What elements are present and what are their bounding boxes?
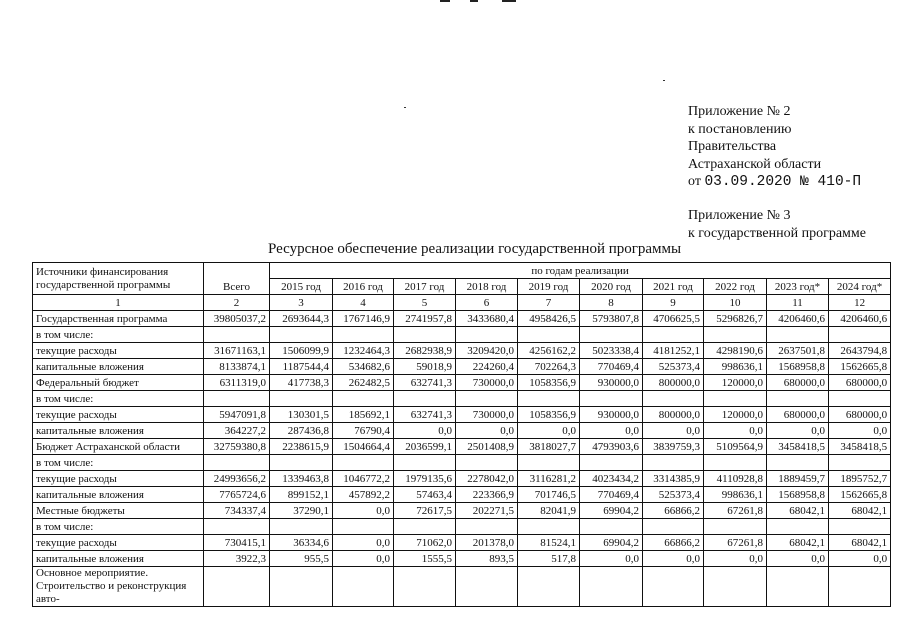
table-cell: 2741957,8 xyxy=(394,311,456,327)
table-cell xyxy=(204,567,270,607)
row-label: текущие расходы xyxy=(33,407,204,423)
year-header: 2022 год xyxy=(704,279,767,295)
row-label: капитальные вложения xyxy=(33,551,204,567)
column-number-row xyxy=(33,295,891,311)
table-cell xyxy=(270,391,333,407)
table-cell xyxy=(394,327,456,343)
table-row xyxy=(33,343,891,359)
table-cell xyxy=(333,391,394,407)
year-header: 2017 год xyxy=(394,279,456,295)
table-cell: 3839759,3 xyxy=(643,439,704,455)
table-cell: 0,0 xyxy=(456,423,518,439)
date-prefix: от xyxy=(688,174,701,189)
scan-mark xyxy=(440,0,450,2)
year-header: 2024 год* xyxy=(829,279,891,295)
table-cell: 223366,9 xyxy=(456,487,518,503)
table-cell: 680000,0 xyxy=(829,407,891,423)
row-label: Бюджет Астраханской области xyxy=(33,439,204,455)
table-cell: 0,0 xyxy=(829,551,891,567)
table-cell: 534682,6 xyxy=(333,359,394,375)
table-cell: 3458418,5 xyxy=(829,439,891,455)
table-cell: 59018,9 xyxy=(394,359,456,375)
row-label: текущие расходы xyxy=(33,343,204,359)
table-cell: 68042,1 xyxy=(767,503,829,519)
table-cell xyxy=(580,391,643,407)
table-cell: 36334,6 xyxy=(270,535,333,551)
table-cell xyxy=(456,455,518,471)
table-cell: 2637501,8 xyxy=(767,343,829,359)
table-cell xyxy=(580,455,643,471)
table-cell: 1562665,8 xyxy=(829,487,891,503)
table-cell: 0,0 xyxy=(333,551,394,567)
table-cell: 800000,0 xyxy=(643,375,704,391)
table-cell: 1504664,4 xyxy=(333,439,394,455)
table-cell xyxy=(704,327,767,343)
table-cell xyxy=(829,327,891,343)
header-row xyxy=(33,263,891,279)
table-cell: 1506099,9 xyxy=(270,343,333,359)
table-cell xyxy=(580,327,643,343)
table-cell xyxy=(518,519,580,535)
table-cell xyxy=(394,519,456,535)
table-cell: 0,0 xyxy=(580,551,643,567)
row-label: Государственная программа xyxy=(33,311,204,327)
table-cell xyxy=(333,567,394,607)
table-row xyxy=(33,567,891,607)
column-number: 11 xyxy=(767,295,829,311)
table-cell: 69904,2 xyxy=(580,503,643,519)
table-cell xyxy=(643,327,704,343)
table-cell: 955,5 xyxy=(270,551,333,567)
column-number: 3 xyxy=(270,295,333,311)
table-cell: 202271,5 xyxy=(456,503,518,519)
table-cell xyxy=(767,455,829,471)
table-cell xyxy=(456,327,518,343)
table-cell: 57463,4 xyxy=(394,487,456,503)
table-cell: 3116281,2 xyxy=(518,471,580,487)
table-cell xyxy=(767,567,829,607)
table-cell: 730000,0 xyxy=(456,407,518,423)
document-title: Ресурсное обеспечение реализации государственной программы xyxy=(268,241,682,257)
table-cell: 8133874,1 xyxy=(204,359,270,375)
row-label: текущие расходы xyxy=(33,471,204,487)
table-cell: 3209420,0 xyxy=(456,343,518,359)
table-cell: 701746,5 xyxy=(518,487,580,503)
table-cell: 4206460,6 xyxy=(767,311,829,327)
row-label: в том числе: xyxy=(33,391,204,407)
table-cell xyxy=(829,567,891,607)
column-number: 10 xyxy=(704,295,767,311)
table-cell: 0,0 xyxy=(333,503,394,519)
table-cell xyxy=(829,391,891,407)
table-cell xyxy=(518,567,580,607)
table-cell: 1568958,8 xyxy=(767,487,829,503)
table-cell xyxy=(456,519,518,535)
table-cell: 66866,2 xyxy=(643,503,704,519)
table-cell: 262482,5 xyxy=(333,375,394,391)
appendix-line: Астраханской области xyxy=(688,156,822,172)
table-cell: 5296826,7 xyxy=(704,311,767,327)
table-cell: 120000,0 xyxy=(704,407,767,423)
table-cell: 5793807,8 xyxy=(580,311,643,327)
column-number: 6 xyxy=(456,295,518,311)
table-row xyxy=(33,359,891,375)
table-cell: 5947091,8 xyxy=(204,407,270,423)
table-cell xyxy=(580,519,643,535)
table-cell xyxy=(829,455,891,471)
table-cell: 1232464,3 xyxy=(333,343,394,359)
table-cell xyxy=(704,567,767,607)
table-cell: 81524,1 xyxy=(518,535,580,551)
table-cell: 0,0 xyxy=(704,551,767,567)
table-cell: 24993656,2 xyxy=(204,471,270,487)
table-cell: 0,0 xyxy=(829,423,891,439)
table-cell: 67261,8 xyxy=(704,535,767,551)
appendix-date-line xyxy=(688,173,861,192)
row-label: в том числе: xyxy=(33,455,204,471)
table-cell: 0,0 xyxy=(643,423,704,439)
table-cell xyxy=(333,327,394,343)
scan-speck xyxy=(663,80,665,81)
table-cell: 4256162,2 xyxy=(518,343,580,359)
table-row xyxy=(33,487,891,503)
table-cell: 72617,5 xyxy=(394,503,456,519)
table-cell: 1555,5 xyxy=(394,551,456,567)
table-cell: 130301,5 xyxy=(270,407,333,423)
table-cell xyxy=(270,455,333,471)
table-row xyxy=(33,375,891,391)
appendix-line: Приложение № 3 xyxy=(688,208,791,223)
table-cell xyxy=(204,391,270,407)
table-cell: 2501408,9 xyxy=(456,439,518,455)
table-cell: 37290,1 xyxy=(270,503,333,519)
table-cell xyxy=(456,567,518,607)
table-cell: 4298190,6 xyxy=(704,343,767,359)
table-cell: 39805037,2 xyxy=(204,311,270,327)
table-cell: 632741,3 xyxy=(394,375,456,391)
table-cell: 69904,2 xyxy=(580,535,643,551)
table-cell: 1046772,2 xyxy=(333,471,394,487)
table-cell xyxy=(394,391,456,407)
table-cell: 76790,4 xyxy=(333,423,394,439)
table-row xyxy=(33,423,891,439)
table-cell: 930000,0 xyxy=(580,375,643,391)
row-label: текущие расходы xyxy=(33,535,204,551)
table-cell: 998636,1 xyxy=(704,359,767,375)
table-cell: 71062,0 xyxy=(394,535,456,551)
table-cell: 702264,3 xyxy=(518,359,580,375)
table-cell: 4706625,5 xyxy=(643,311,704,327)
row-label: капитальные вложения xyxy=(33,423,204,439)
table-cell: 632741,3 xyxy=(394,407,456,423)
scan-speck xyxy=(404,107,406,108)
appendix-line: к постановлению xyxy=(688,121,792,137)
column-number: 12 xyxy=(829,295,891,311)
table-cell: 224260,4 xyxy=(456,359,518,375)
table-cell: 2693644,3 xyxy=(270,311,333,327)
table-row xyxy=(33,391,891,407)
table-cell: 0,0 xyxy=(518,423,580,439)
table-cell xyxy=(643,567,704,607)
table-cell: 68042,1 xyxy=(829,535,891,551)
table-cell xyxy=(333,455,394,471)
table-row xyxy=(33,519,891,535)
year-header: 2020 год xyxy=(580,279,643,295)
table-row xyxy=(33,503,891,519)
table-cell: 68042,1 xyxy=(767,535,829,551)
table-cell: 770469,4 xyxy=(580,359,643,375)
row-label: в том числе: xyxy=(33,327,204,343)
table-cell: 67261,8 xyxy=(704,503,767,519)
table-cell: 2278042,0 xyxy=(456,471,518,487)
column-number: 5 xyxy=(394,295,456,311)
table-cell xyxy=(643,519,704,535)
table-cell: 0,0 xyxy=(394,423,456,439)
table-row xyxy=(33,535,891,551)
table-cell: 680000,0 xyxy=(767,375,829,391)
table-cell: 4793903,6 xyxy=(580,439,643,455)
table-cell: 4958426,5 xyxy=(518,311,580,327)
table-cell: 3818027,7 xyxy=(518,439,580,455)
table-cell: 32759380,8 xyxy=(204,439,270,455)
table-cell: 2036599,1 xyxy=(394,439,456,455)
table-cell: 0,0 xyxy=(580,423,643,439)
table-cell: 930000,0 xyxy=(580,407,643,423)
column-number: 7 xyxy=(518,295,580,311)
table-row xyxy=(33,327,891,343)
table-cell: 68042,1 xyxy=(829,503,891,519)
table-cell: 998636,1 xyxy=(704,487,767,503)
table-cell: 730415,1 xyxy=(204,535,270,551)
table-cell xyxy=(204,455,270,471)
table-cell xyxy=(704,519,767,535)
table-cell: 2682938,9 xyxy=(394,343,456,359)
table-cell: 457892,2 xyxy=(333,487,394,503)
table-cell: 1339463,8 xyxy=(270,471,333,487)
scan-mark xyxy=(470,0,478,2)
table-cell: 1187544,4 xyxy=(270,359,333,375)
table-cell xyxy=(518,391,580,407)
table-cell xyxy=(580,567,643,607)
table-cell: 680000,0 xyxy=(829,375,891,391)
table-cell xyxy=(704,455,767,471)
table-cell: 417738,3 xyxy=(270,375,333,391)
table-cell: 7765724,6 xyxy=(204,487,270,503)
appendix-3-header xyxy=(688,207,866,242)
table-cell: 31671163,1 xyxy=(204,343,270,359)
table-cell: 3314385,9 xyxy=(643,471,704,487)
header-source: Источники финансирования государственной программы xyxy=(33,263,204,295)
table-cell: 1767146,9 xyxy=(333,311,394,327)
header-total: Всего xyxy=(204,263,270,295)
table-cell: 185692,1 xyxy=(333,407,394,423)
row-label: капитальные вложения xyxy=(33,359,204,375)
table-cell xyxy=(394,455,456,471)
year-header: 2019 год xyxy=(518,279,580,295)
table-cell: 899152,1 xyxy=(270,487,333,503)
appendix-line: Приложение № 2 xyxy=(688,104,791,119)
column-number: 8 xyxy=(580,295,643,311)
table-cell xyxy=(767,327,829,343)
year-header: 2016 год xyxy=(333,279,394,295)
table-cell: 201378,0 xyxy=(456,535,518,551)
table-cell: 517,8 xyxy=(518,551,580,567)
table-cell xyxy=(456,391,518,407)
table-cell xyxy=(204,519,270,535)
scan-mark xyxy=(502,0,516,2)
row-label: Основное мероприятие. Строительство и реконструкция авто- xyxy=(33,567,204,607)
table-cell: 4023434,2 xyxy=(580,471,643,487)
table-cell: 120000,0 xyxy=(704,375,767,391)
table-cell xyxy=(270,519,333,535)
table-cell: 66866,2 xyxy=(643,535,704,551)
table-cell: 680000,0 xyxy=(767,407,829,423)
table-cell: 1889459,7 xyxy=(767,471,829,487)
table-cell: 893,5 xyxy=(456,551,518,567)
row-label: в том числе: xyxy=(33,519,204,535)
table-body xyxy=(33,263,891,607)
table-cell xyxy=(518,327,580,343)
table-row xyxy=(33,455,891,471)
table-cell: 4181252,1 xyxy=(643,343,704,359)
table-cell xyxy=(333,519,394,535)
appendix-2-header xyxy=(688,103,861,192)
column-number: 4 xyxy=(333,295,394,311)
table-cell: 3433680,4 xyxy=(456,311,518,327)
table-cell xyxy=(767,519,829,535)
table-cell: 5023338,4 xyxy=(580,343,643,359)
table-cell: 1562665,8 xyxy=(829,359,891,375)
table-cell xyxy=(394,567,456,607)
year-header: 2023 год* xyxy=(767,279,829,295)
year-header: 2018 год xyxy=(456,279,518,295)
table-cell xyxy=(518,455,580,471)
table-cell: 4110928,8 xyxy=(704,471,767,487)
table-cell: 287436,8 xyxy=(270,423,333,439)
table-cell: 3922,3 xyxy=(204,551,270,567)
table-cell xyxy=(829,519,891,535)
column-number: 2 xyxy=(204,295,270,311)
table-cell: 2238615,9 xyxy=(270,439,333,455)
row-label: Местные бюджеты xyxy=(33,503,204,519)
table-cell: 0,0 xyxy=(643,551,704,567)
appendix-line: Правительства xyxy=(688,139,777,154)
table-cell xyxy=(643,455,704,471)
table-cell: 3458418,5 xyxy=(767,439,829,455)
table-cell: 0,0 xyxy=(767,551,829,567)
date-stamp: 03.09.2020 № 410-П xyxy=(704,174,862,190)
row-label: капитальные вложения xyxy=(33,487,204,503)
table-cell: 82041,9 xyxy=(518,503,580,519)
appendix-line: к государственной программе xyxy=(688,225,866,241)
column-number: 1 xyxy=(33,295,204,311)
table-cell: 800000,0 xyxy=(643,407,704,423)
table-cell xyxy=(643,391,704,407)
table-cell: 364227,2 xyxy=(204,423,270,439)
table-cell: 6311319,0 xyxy=(204,375,270,391)
table-cell: 0,0 xyxy=(333,535,394,551)
table-cell: 5109564,9 xyxy=(704,439,767,455)
table-cell: 1979135,6 xyxy=(394,471,456,487)
table-cell: 2643794,8 xyxy=(829,343,891,359)
table-row xyxy=(33,551,891,567)
table-cell: 1568958,8 xyxy=(767,359,829,375)
table-cell: 1058356,9 xyxy=(518,375,580,391)
table-cell xyxy=(767,391,829,407)
table-row xyxy=(33,439,891,455)
table-cell: 4206460,6 xyxy=(829,311,891,327)
table-cell: 770469,4 xyxy=(580,487,643,503)
table-cell: 1058356,9 xyxy=(518,407,580,423)
row-label: Федеральный бюджет xyxy=(33,375,204,391)
table-cell: 525373,4 xyxy=(643,487,704,503)
table-cell xyxy=(270,567,333,607)
table-cell xyxy=(704,391,767,407)
table-cell: 525373,4 xyxy=(643,359,704,375)
year-header: 2015 год xyxy=(270,279,333,295)
table-row xyxy=(33,311,891,327)
header-years-group: по годам реализации xyxy=(270,263,891,279)
column-number: 9 xyxy=(643,295,704,311)
year-header: 2021 год xyxy=(643,279,704,295)
table-cell: 0,0 xyxy=(704,423,767,439)
table-cell: 1895752,7 xyxy=(829,471,891,487)
table-row xyxy=(33,471,891,487)
table-row xyxy=(33,407,891,423)
table-cell: 730000,0 xyxy=(456,375,518,391)
table-cell xyxy=(270,327,333,343)
table-cell xyxy=(204,327,270,343)
table-cell: 0,0 xyxy=(767,423,829,439)
table-cell: 734337,4 xyxy=(204,503,270,519)
resource-table xyxy=(32,262,891,607)
